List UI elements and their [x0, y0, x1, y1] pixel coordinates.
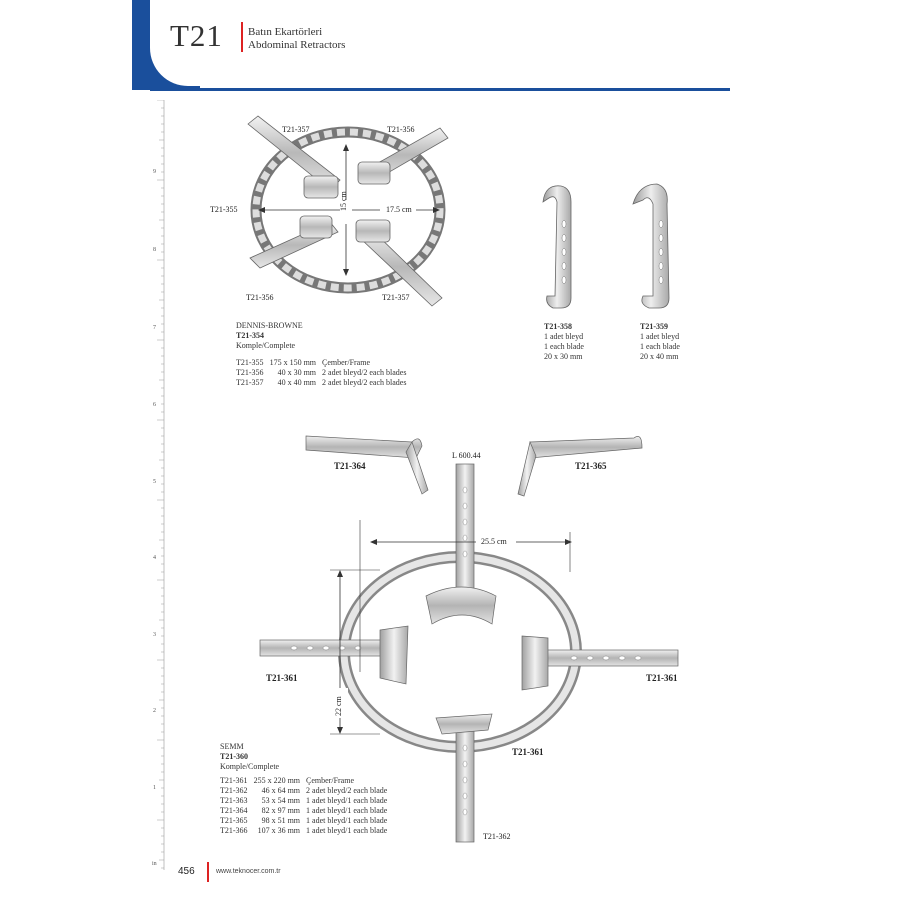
product-subtitle: Komple/Complete: [220, 762, 280, 771]
spec-code: T21-355: [236, 358, 264, 367]
spec-row: [236, 378, 412, 388]
product-code: T21-360: [220, 752, 248, 761]
spec-size: 53 x 54 mm: [261, 796, 301, 805]
ruler-label: 4: [153, 555, 156, 561]
title-turkish: Batın Ekartörleri: [248, 26, 323, 38]
label-t21-361-bottom: T21-361: [512, 747, 544, 757]
ruler-label: 7: [153, 325, 156, 331]
spec-row: [236, 358, 412, 368]
semm-height-dimension: 22 cm: [334, 696, 343, 716]
header-underline: [150, 88, 730, 91]
spec-size: 107 x 36 mm: [257, 826, 301, 835]
label-t21-356-top: T21-356: [387, 125, 415, 134]
header-separator: [241, 22, 243, 52]
dennis-browne-spec-table: [236, 358, 412, 388]
label-t21-361-left: T21-361: [266, 673, 298, 683]
spec-row: [220, 786, 393, 796]
spec-code: T21-363: [220, 796, 248, 805]
spec-size: 82 x 97 mm: [261, 806, 301, 815]
header-background: [150, 0, 750, 86]
spec-row: [220, 796, 393, 806]
label-t21-364: T21-364: [334, 461, 366, 471]
blade-358-caption: [544, 322, 584, 362]
blades-358-359-illustration: [535, 180, 695, 315]
ruler-label: 5: [153, 479, 156, 485]
spec-code: T21-357: [236, 378, 264, 387]
spec-desc: 1 adet bleyd/1 each blade: [306, 816, 388, 825]
width-dimension: 17.5 cm: [386, 205, 412, 214]
spec-code: T21-366: [220, 826, 248, 835]
product-code: T21-354: [236, 331, 264, 340]
spec-row: [220, 806, 393, 816]
blade-358-code: T21-358: [544, 322, 572, 331]
website-link[interactable]: www.teknocer.com.tr: [216, 868, 281, 875]
spec-row: [236, 368, 412, 378]
spec-code: T21-362: [220, 786, 248, 795]
label-t21-361-right: T21-361: [646, 673, 678, 683]
inch-ruler: [150, 100, 170, 870]
spec-row: [220, 816, 393, 826]
blade-359-line: 20 x 40 mm: [640, 352, 679, 361]
spec-desc: Çember/Frame: [322, 358, 370, 367]
blade-358-line: 1 each blade: [544, 342, 584, 351]
blade-359-line: 1 adet bleyd: [640, 332, 680, 341]
spec-code: T21-364: [220, 806, 248, 815]
spec-size: 98 x 51 mm: [261, 816, 301, 825]
reference-code: L 600.44: [452, 451, 481, 460]
chapter-code: T21: [170, 18, 223, 53]
footer-separator: [207, 862, 209, 882]
spec-size: 46 x 64 mm: [261, 786, 301, 795]
spec-row: [220, 826, 393, 836]
page-number: 456: [178, 866, 195, 877]
spec-row: [220, 776, 393, 786]
label-t21-356-bottom: T21-356: [246, 293, 274, 302]
dennis-browne-caption: [236, 321, 303, 351]
blade-359-line: 1 each blade: [640, 342, 680, 351]
semm-width-dimension: 25.5 cm: [481, 537, 507, 546]
spec-code: T21-365: [220, 816, 248, 825]
spec-size: 40 x 40 mm: [277, 378, 317, 387]
ruler-label: 9: [153, 169, 156, 175]
blade-358-line: 20 x 30 mm: [544, 352, 583, 361]
spec-desc: 1 adet bleyd/1 each blade: [306, 806, 388, 815]
spec-size: 175 x 150 mm: [269, 358, 317, 367]
label-t21-357-bottom: T21-357: [382, 293, 410, 302]
label-t21-357-top: T21-357: [282, 125, 310, 134]
label-t21-362: T21-362: [483, 832, 511, 841]
ruler-label: 3: [153, 632, 156, 638]
ruler-label: 6: [153, 402, 156, 408]
spec-code: T21-361: [220, 776, 248, 785]
spec-desc: 2 adet bleyd/2 each blades: [322, 378, 407, 387]
semm-caption: [220, 742, 279, 772]
spec-desc: 2 adet bleyd/2 each blade: [306, 786, 388, 795]
title-english: Abdominal Retractors: [248, 39, 346, 51]
label-t21-365: T21-365: [575, 461, 607, 471]
blade-359-code: T21-359: [640, 322, 668, 331]
product-subtitle: Komple/Complete: [236, 341, 296, 350]
spec-desc: 1 adet bleyd/1 each blade: [306, 796, 388, 805]
height-dimension: 15 cm: [339, 191, 348, 211]
spec-size: 255 x 220 mm: [253, 776, 301, 785]
blade-358-line: 1 adet bleyd: [544, 332, 584, 341]
spec-desc: 2 adet bleyd/2 each blades: [322, 368, 407, 377]
ruler-label: 2: [153, 708, 156, 714]
ruler-label: 8: [153, 247, 156, 253]
label-t21-355: T21-355: [210, 205, 238, 214]
spec-code: T21-356: [236, 368, 264, 377]
spec-size: 40 x 30 mm: [277, 368, 317, 377]
spec-desc: Çember/Frame: [306, 776, 354, 785]
product-name: DENNIS-BROWNE: [236, 321, 303, 330]
ruler-label: 1: [153, 785, 156, 791]
ruler-label: in: [152, 861, 157, 867]
spec-desc: 1 adet bleyd/1 each blade: [306, 826, 388, 835]
dennis-browne-illustration: [200, 110, 470, 320]
product-name: SEMM: [220, 742, 244, 751]
semm-spec-table: [220, 776, 393, 836]
blade-359-caption: [640, 322, 680, 362]
